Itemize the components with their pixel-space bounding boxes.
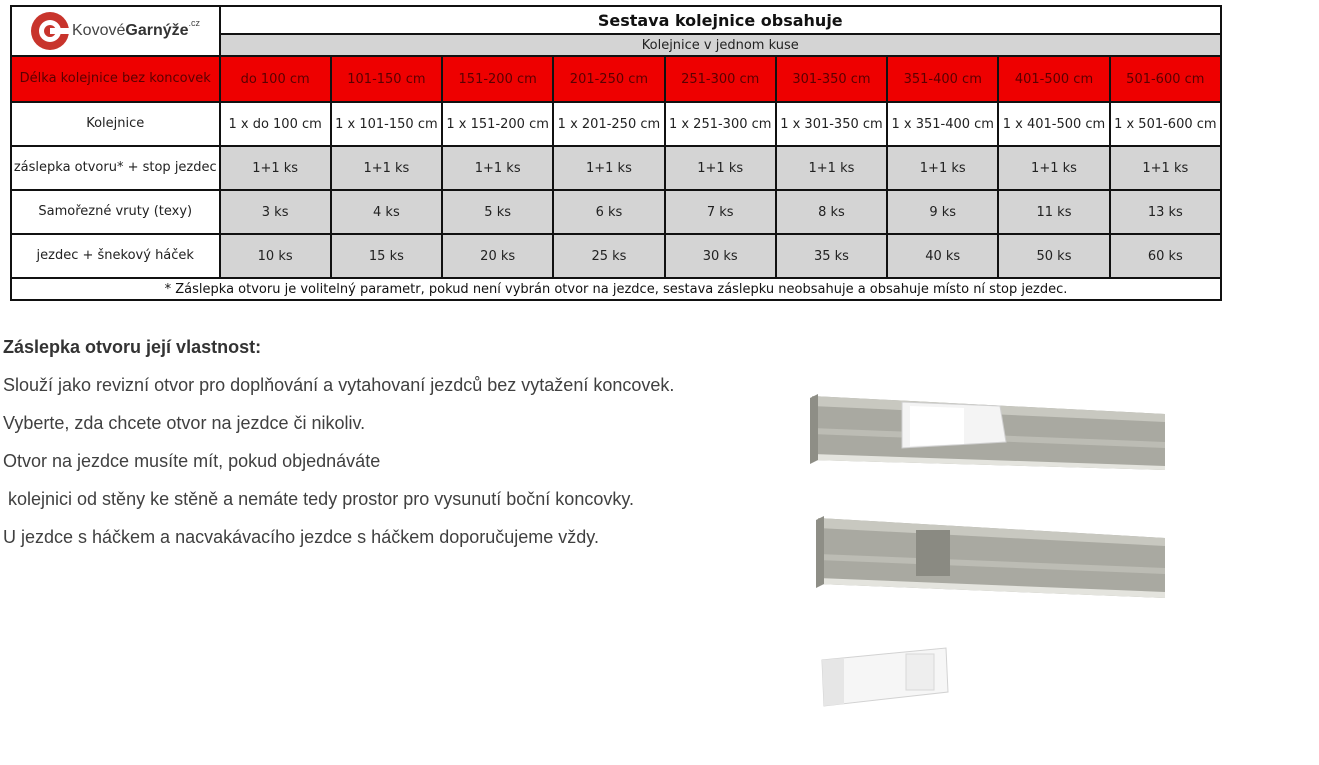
description-line: Otvor na jezdce musíte mít, pokud objednáváte	[3, 451, 381, 471]
logo[interactable]	[12, 7, 219, 55]
table-cell: 1 x do 100 cm	[220, 102, 331, 146]
rail-product-illustration	[760, 370, 1180, 730]
table-row	[11, 146, 1221, 190]
table-cell: 15 ks	[331, 234, 442, 278]
table-cell: 10 ks	[220, 234, 331, 278]
logo-cell	[11, 6, 220, 56]
length-header: 301-350 cm	[776, 56, 887, 102]
table-cell: 1+1 ks	[442, 146, 553, 190]
length-header: 201-250 cm	[553, 56, 664, 102]
length-header-row	[11, 56, 1221, 102]
hole-cap-image	[822, 648, 948, 706]
table-cell: 7 ks	[665, 190, 776, 234]
table-footnote: * Záslepka otvoru je volitelný parametr, pokud není vybrán otvor na jezdce, sestava záslepku neobsahuje a obsahuje místo ní stop jezdec.	[11, 278, 1221, 300]
row-label: záslepka otvoru* + stop jezdec	[11, 146, 220, 190]
table-cell: 1 x 201-250 cm	[553, 102, 664, 146]
length-header: 401-500 cm	[998, 56, 1109, 102]
table-cell: 1+1 ks	[998, 146, 1109, 190]
table-cell: 9 ks	[887, 190, 998, 234]
table-cell: 20 ks	[442, 234, 553, 278]
length-header: 101-150 cm	[331, 56, 442, 102]
description-line: kolejnici od stěny ke stěně a nemáte tedy prostor pro vysunutí boční koncovky.	[3, 489, 635, 509]
rail-with-opening-image	[816, 516, 1165, 598]
table-cell: 35 ks	[776, 234, 887, 278]
description-heading: Záslepka otvoru její vlastnost:	[3, 337, 262, 357]
length-header: do 100 cm	[220, 56, 331, 102]
row-label: Kolejnice	[11, 102, 220, 146]
table-cell: 1+1 ks	[1110, 146, 1221, 190]
rail-with-cap-image	[810, 394, 1165, 470]
table-cell: 1+1 ks	[776, 146, 887, 190]
table-title: Sestava kolejnice obsahuje	[220, 6, 1222, 34]
table-cell: 4 ks	[331, 190, 442, 234]
length-header: 151-200 cm	[442, 56, 553, 102]
table-cell: 50 ks	[998, 234, 1109, 278]
table-cell: 1+1 ks	[553, 146, 664, 190]
table-cell: 1 x 351-400 cm	[887, 102, 998, 146]
table-cell: 5 ks	[442, 190, 553, 234]
table-cell: 8 ks	[776, 190, 887, 234]
description-block	[3, 328, 763, 556]
table-cell: 1 x 101-150 cm	[331, 102, 442, 146]
table-cell: 3 ks	[220, 190, 331, 234]
table-cell: 40 ks	[887, 234, 998, 278]
table-cell: 1 x 251-300 cm	[665, 102, 776, 146]
length-header: 501-600 cm	[1110, 56, 1221, 102]
table-subtitle: Kolejnice v jednom kuse	[220, 34, 1222, 56]
row-label: jezdec + šnekový háček	[11, 234, 220, 278]
table-cell: 1 x 501-600 cm	[1110, 102, 1221, 146]
length-header: 251-300 cm	[665, 56, 776, 102]
table-cell: 1 x 301-350 cm	[776, 102, 887, 146]
table-row	[11, 234, 1221, 278]
description-line: Vyberte, zda chcete otvor na jezdce či nikoliv.	[3, 413, 366, 433]
table-cell: 13 ks	[1110, 190, 1221, 234]
logo-mark-icon	[30, 11, 70, 51]
table-cell: 30 ks	[665, 234, 776, 278]
table-cell: 25 ks	[553, 234, 664, 278]
table-cell: 6 ks	[553, 190, 664, 234]
spec-table	[10, 5, 1222, 301]
length-header-label: Délka kolejnice bez koncovek	[11, 56, 220, 102]
table-cell: 1+1 ks	[220, 146, 331, 190]
logo-tld: .cz	[188, 18, 201, 28]
table-cell: 1+1 ks	[331, 146, 442, 190]
table-row	[11, 102, 1221, 146]
table-cell: 60 ks	[1110, 234, 1221, 278]
table-cell: 11 ks	[998, 190, 1109, 234]
length-header: 351-400 cm	[887, 56, 998, 102]
row-label: Samořezné vruty (texy)	[11, 190, 220, 234]
table-cell: 1 x 151-200 cm	[442, 102, 553, 146]
table-cell: 1+1 ks	[665, 146, 776, 190]
description-line: U jezdce s háčkem a nacvakávacího jezdce s háčkem doporučujeme vždy.	[3, 527, 599, 547]
table-cell: 1+1 ks	[887, 146, 998, 190]
table-cell: 1 x 401-500 cm	[998, 102, 1109, 146]
logo-text: KovovéGarnýže	[72, 22, 189, 39]
table-row	[11, 190, 1221, 234]
description-line: Slouží jako revizní otvor pro doplňování a vytahovaní jezdců bez vytažení koncovek.	[3, 375, 675, 395]
